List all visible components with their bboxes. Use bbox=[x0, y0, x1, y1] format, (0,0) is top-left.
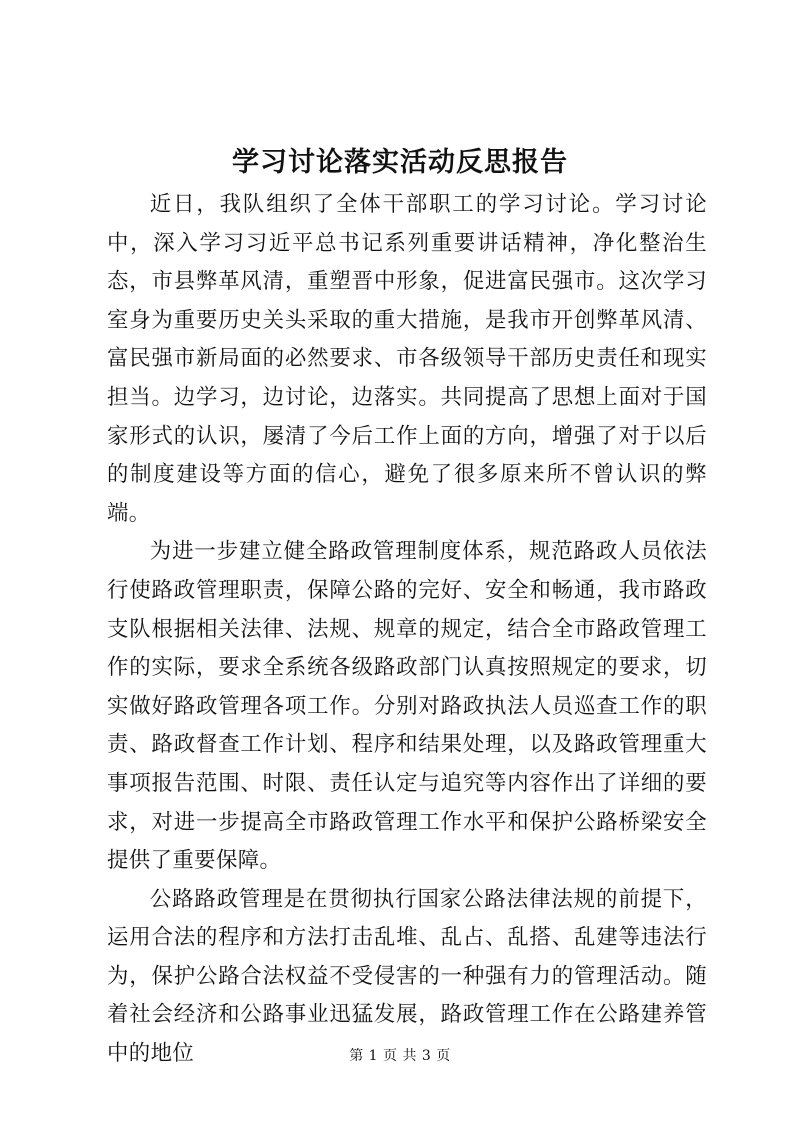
paragraph-3: 公路路政管理是在贯彻执行国家公路法律法规的前提下，运用合法的程序和方法打击乱堆、乱占、乱搭、乱建等违法行为，保护公路合法权益不受侵害的一种强有力的管理活动。随着社会经济和公路事业迅猛发展，路政管理工作在公路建养管中的地位 bbox=[107, 886, 707, 1067]
document-body bbox=[107, 186, 707, 1074]
paragraph-1: 近日，我队组织了全体干部职工的学习讨论。学习讨论中，深入学习习近平总书记系列重要讲话精神，净化整治生态，市县弊革风清，重塑晋中形象，促进富民强市。这次学习室身为重要历史关头采取的重大措施，是我市开创弊革风清、富民强市新局面的必然要求、市各级领导干部历史责任和现实担当。边学习，边讨论，边落实。共同提高了思想上面对于国家形式的认识，屡清了今后工作上面的方向，增强了对于以后的制度建设等方面的信心，避免了很多原来所不曾认识的弊端。 bbox=[107, 192, 707, 526]
document-title: 学习讨论落实活动反思报告 bbox=[232, 147, 568, 178]
page-footer: 第 1 页 共 3 页 bbox=[349, 1048, 451, 1064]
paragraph-2: 为进一步建立健全路政管理制度体系，规范路政人员依法行使路政管理职责，保障公路的完好、安全和畅通，我市路政支队根据相关法律、法规、规章的规定，结合全市路政管理工作的实际，要求全系统各级路政部门认真按照规定的要求，切实做好路政管理各项工作。分别对路政执法人员巡查工作的职责、路政督查工作计划、程序和结果处理，以及路政管理重大事项报告范围、时限、责任认定与追究等内容作出了详细的要求，对进一步提高全市路政管理工作水平和保护公路桥梁安全提供了重要保障。 bbox=[107, 539, 707, 874]
